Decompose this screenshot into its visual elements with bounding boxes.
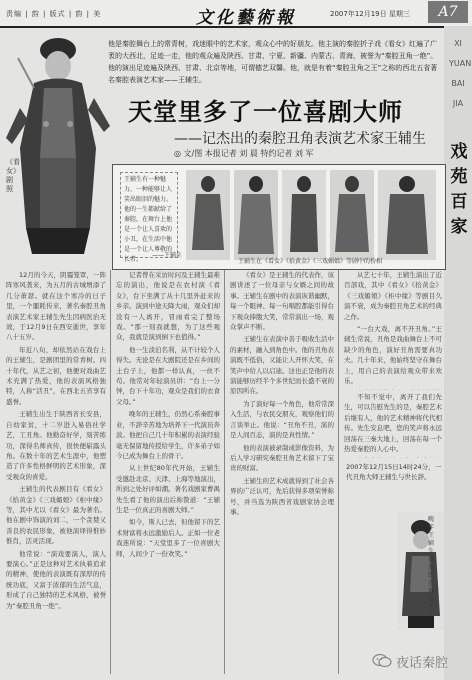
headline: 天堂里多了一位喜剧大师 (128, 98, 403, 126)
masthead-editors: 责编 | 韵 | 版式 | 韵 | 美 (6, 10, 102, 18)
column-divider (338, 270, 339, 674)
elderly-performer-photo (398, 512, 444, 630)
stage-photo-1 (186, 170, 230, 260)
photo-strip-caption: 王辅生在《看女》《拾黄金》《三戏媚娘》等剧中的扮相 (238, 258, 383, 265)
pinyin-3: BAI (451, 79, 465, 88)
stage-photo-3 (282, 170, 326, 260)
article-column-4 (344, 270, 442, 390)
hero-caption: 《看女》剧照 (6, 158, 20, 193)
section-title (448, 140, 470, 240)
section-pinyin (449, 34, 472, 114)
article-column-5 (344, 392, 442, 458)
watermark (372, 650, 448, 672)
article-column-1 (6, 270, 106, 678)
masthead-title: 文化藝術報 (196, 8, 296, 28)
stage-photo-5 (378, 170, 436, 260)
paragraph: 年近八旬，却依然站在戏台上的王辅生，是剧团里的常青树。四十年代，从艺之初，他便对戏曲艺术充满了热爱，他的表演风格独特，人称“活丑”，在西北五省享有盛誉。 (6, 345, 106, 406)
masthead-date: 2007年12月19日 星期三 (330, 10, 410, 18)
paragraph: 12月的今天，阴霾笼罩，一阵阵寒风袭来，为五月的古城增添了几分萧瑟。就在这个寒冷的日子里，一个噩耗传来，著名秦腔丑角表演艺术家王辅生先生因病医治无效，于12月9日在西安逝世，享年八十五岁。 (6, 271, 106, 342)
paragraph: 他的表演被录制成影像资料，为后人学习研究秦腔丑角艺术留下了宝贵的财富。 (230, 443, 334, 473)
paragraph: 不知不觉中，离开了我们先生，可以告慰先生的是，秦腔艺术后继有人，他的艺术精神将代代相传。先生安息吧，您的笑声将永远回荡在三秦大地上，回荡在每一个热爱秦腔的人心中。 (344, 393, 442, 454)
stage-photo-2 (234, 170, 278, 260)
paragraph: 他一生淡泊名利，从不计较个人得失。无论是在大剧院还是在乡间的土台子上，他都一样认真，一丝不苟。他常对年轻演员讲：“台上一分钟，台下十年功，观众是我们的衣食父母。” (116, 345, 220, 406)
paragraph: 王辅生在表演中善于吸收生活中的素材，融入到角色中。他的丑角表演既不低俗，又能让人开怀大笑，在笑声中给人以启迪。这也正是他的表演能够历经半个多世纪而长盛不衰的原因所在。 (230, 335, 334, 396)
article-column-2 (116, 270, 220, 678)
paragraph: 王辅生出生于陕西省长安县，自幼家贫，十二岁进入易俗社学艺，工丑角。他勤奋好学，刻苦练功，深得名师真传，很快便崭露头角。在数十年的艺术生涯中，他塑造了许多性格鲜明的艺术形象，深受观众的喜爱。 (6, 410, 106, 481)
byline: ◎ 文/图 本报记者 刘 晨 特约记者 刘 军 (174, 149, 314, 158)
page-number: A7 (428, 1, 468, 23)
subheadline: ——记杰出的秦腔丑角表演艺术家王辅生 (174, 131, 426, 147)
column-divider (224, 270, 225, 674)
chat-bubble-icon (372, 653, 392, 669)
section-title-char-2: 苑 (450, 167, 468, 187)
section-sidebar (444, 26, 472, 680)
masthead (0, 0, 472, 28)
stage-photo-4 (330, 170, 374, 260)
paragraph (344, 456, 442, 458)
pinyin-2: YUAN (449, 59, 472, 68)
pinyin-1: XI (454, 39, 462, 48)
paragraph: “一台大戏，离不开丑角。”王辅生常说，丑角是戏曲舞台上不可缺少的角色，演好丑角需要真功夫。几十年来，他始终坚守在舞台上，用自己的表演给观众带来欢乐。 (344, 325, 442, 386)
paragraph: 如今，斯人已去，但他留下的艺术财富将永远激励后人。正如一位老戏迷所说：“天堂里多了一位喜剧大师，人间少了一份欢笑。” (116, 518, 220, 558)
watermark-text: 夜话秦腔 (396, 655, 449, 671)
section-title-char-4: 家 (450, 217, 468, 237)
hero-performer-photo (4, 28, 112, 260)
paragraph: 《看女》是王辅生的代表作，该剧讲述了一位母亲与女婿之间的故事。王辅生在剧中的表演诙谐幽默，每一个眼神、每一句唱腔都能引得台下观众捧腹大笑，常常演出一场，观众掌声不断。 (230, 271, 334, 332)
article-column-3 (230, 270, 334, 678)
paragraph: 他常说：“演戏要演人，演人要演心。”正是这种对艺术执着追求的精神，使他的表演既有深厚的传统功底，又富于浓郁的生活气息，形成了自己独特的艺术风格，被誉为“秦腔丑角一绝”。 (6, 549, 106, 610)
paragraph: 王辅生的代表剧目有《看女》《拾黄金》《三戏媚娘》《柜中缘》等，其中尤以《看女》最为著名。他在剧中饰演的刘二，一个贪婪又善良的农民形象，被他演绎得惟妙惟肖，活灵活现。 (6, 485, 106, 546)
quote-author: ——王辅生 (152, 252, 183, 259)
column-divider (110, 270, 111, 674)
paragraph (344, 388, 442, 390)
section-title-char-1: 戏 (450, 142, 468, 162)
quote-blurb: 王辅生有一种魅力，一种能够让人笑出眼泪的魅力。他的一生都献给了秦腔，在舞台上他是一个让人喜欢的小丑，在生活中他是一个让人尊敬的长者。 (120, 172, 178, 258)
paragraph: 从艺七十年，王辅生演出了近百部戏，其中《看女》《拾黄金》《三戏媚娘》《柜中缘》等剧目久演不衰，成为秦腔丑角艺术的经典之作。 (344, 271, 442, 321)
section-title-char-3: 百 (450, 192, 468, 212)
lead-paragraph: 他是秦腔舞台上的常青树，戏迷眼中的艺术家，观众心中的好朋友。他主演的秦腔折子戏《看女》红遍了广袤的大西北，足迹一走，他的观众遍及陕西、甘肃、宁夏、新疆、内蒙古、青海，被誉为“秦腔丑角一绝”。他的演出足迹遍及陕西、甘肃、北京等地，可谓德艺双馨。他，就是有着“秦腔丑角之王”之称的西北五省著名秦腔表演艺术家——王辅生。 (108, 40, 438, 84)
paragraph: 晚年的王辅生，仍然心系秦腔事业，不辞辛苦地为培养下一代演员奔波。他把自己几十年积累的表演经验毫无保留地传授给学生，许多弟子如今已成为舞台上的骨干。 (116, 410, 220, 460)
paragraph: 从上世纪80年代开始，王辅生受邀赴北京、天津、上海等地演出，所到之处好评如潮。著名戏剧家曹禺先生看了他的演出后称赞道：“王辅生是一位真正的喜剧大师。” (116, 464, 220, 514)
paragraph: 为了演好每一个角色，他常常深入生活，与农民交朋友，观察他们的言谈举止。他说：“丑角不丑，演的是人间百态，演的是真性情。” (230, 399, 334, 440)
closing-note: 2007年12月15日14时24分，一代丑角大师王辅生与世长辞。 (346, 463, 442, 482)
paragraph: 王辅生的艺术成就得到了社会各界的广泛认可，先后获得多项荣誉称号，并当选为陕西省戏剧家协会理事。 (230, 476, 334, 516)
pinyin-4: JIA (452, 99, 464, 108)
paragraph: 记者曾在采访时问及王辅生最难忘的演出，他说是在农村演《看女》，台下坐满了从十几里外赶来的乡亲。演到中途天降大雨，观众们却没有一人离开，冒雨看完了整场戏。“那一刻我就想，为了这些观众，我就是演到倒下也值得。” (116, 271, 220, 342)
portrait-caption: 晚年王辅生仍活跃在舞台上 (428, 516, 435, 611)
